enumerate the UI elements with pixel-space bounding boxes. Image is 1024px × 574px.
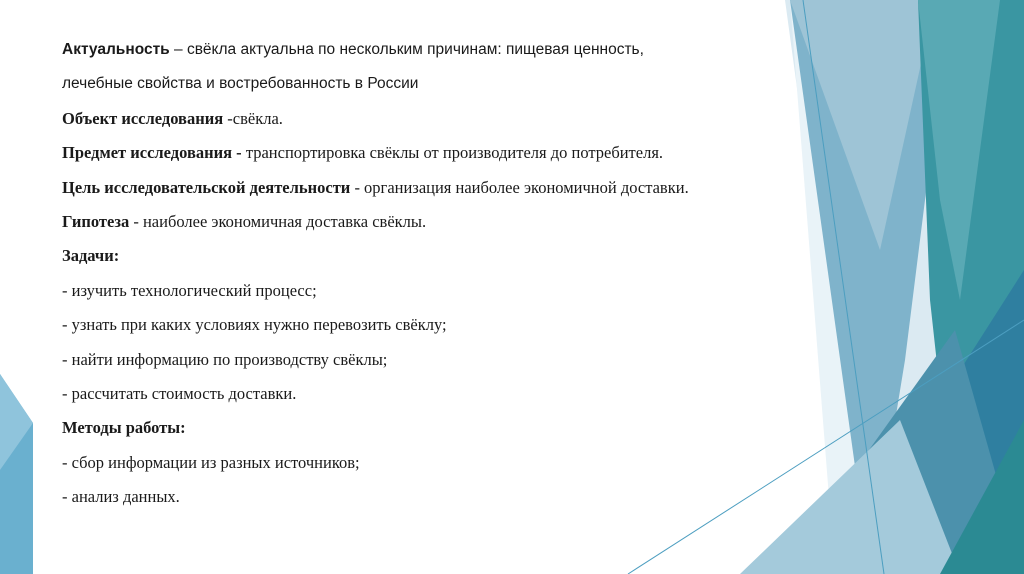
label-methods: Методы работы: <box>62 418 186 438</box>
method-item <box>62 446 802 480</box>
paragraph-relevance-continued <box>62 67 802 101</box>
text-research-object: -свёкла. <box>223 108 283 128</box>
task-item-text: - узнать при каких условиях нужно перевозить свёклу; <box>62 315 447 335</box>
label-research-subject: Предмет исследования - <box>62 143 242 163</box>
method-item-text: - анализ данных. <box>62 487 180 507</box>
label-research-goal: Цель исследовательской деятельности <box>62 177 351 197</box>
paragraph-research-subject <box>62 136 802 170</box>
text-hypothesis: - наиболее экономичная доставка свёклы. <box>129 211 427 231</box>
label-research-object: Объект исследования <box>62 108 224 128</box>
heading-methods <box>62 411 802 445</box>
task-item <box>62 377 802 411</box>
task-item-text: - найти информацию по производству свёклы; <box>62 349 388 369</box>
method-item-text: - сбор информации из разных источников; <box>62 452 360 472</box>
task-item <box>62 308 802 342</box>
method-item <box>62 480 802 514</box>
paragraph-research-goal <box>62 171 802 205</box>
label-relevance: Актуальность <box>62 41 170 58</box>
task-item-text: - рассчитать стоимость доставки. <box>62 383 297 403</box>
text-research-goal: - организация наиболее экономичной доставки. <box>350 177 689 197</box>
paragraph-hypothesis <box>62 205 802 239</box>
paragraph-research-object <box>62 102 802 136</box>
heading-tasks <box>62 239 802 273</box>
label-hypothesis: Гипотеза <box>62 211 130 231</box>
text-relevance-continued: лечебные свойства и востребованность в России <box>62 75 419 93</box>
task-item-text: - изучить технологический процесс; <box>62 280 317 300</box>
text-research-subject: транспортировка свёклы от производителя до потребителя. <box>241 143 664 163</box>
task-item <box>62 343 802 377</box>
paragraph-relevance <box>62 33 802 67</box>
label-tasks: Задачи: <box>62 246 120 266</box>
slide-body <box>62 33 802 514</box>
text-relevance: – свёкла актуальна по нескольким причинам: пищевая ценность, <box>169 41 644 58</box>
task-item <box>62 274 802 308</box>
